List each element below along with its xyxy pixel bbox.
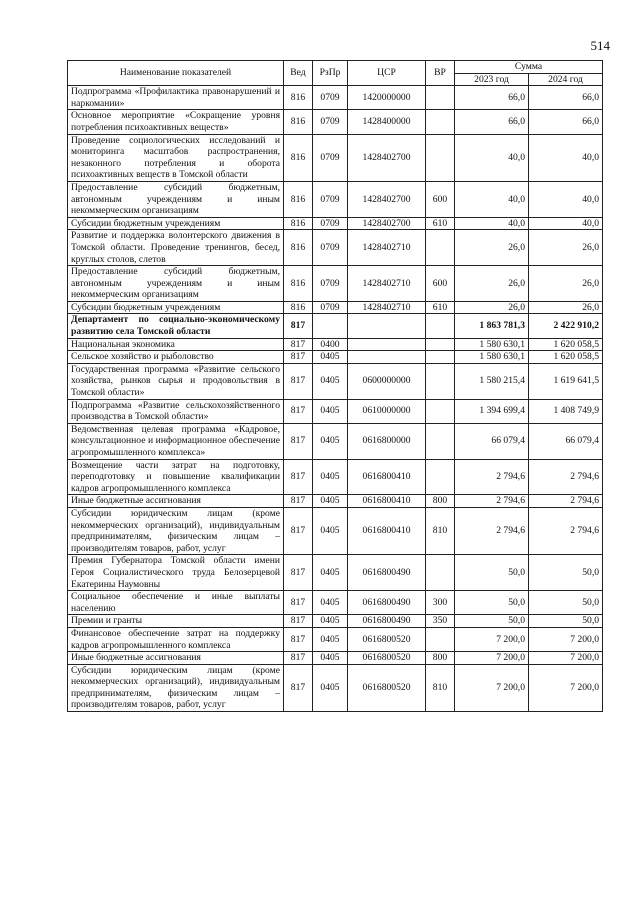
row-vr-cell: 800 — [426, 652, 455, 665]
row-vr-cell — [426, 399, 455, 423]
row-vr-cell — [426, 338, 455, 351]
table-row — [68, 134, 603, 181]
row-csr-cell: 1428402710 — [348, 230, 426, 266]
row-2023-cell: 1 580 215,4 — [455, 363, 529, 399]
header-sum: Сумма — [455, 61, 603, 74]
row-rzpr-cell: 0709 — [313, 110, 348, 134]
row-vr-cell — [426, 363, 455, 399]
row-name-cell: Возмещение части затрат на подготовку, переподготовку и повышение квалификации кадров агропромышленного комплекса — [68, 459, 284, 495]
row-2024-cell: 50,0 — [529, 555, 603, 591]
row-vr-cell — [426, 86, 455, 110]
row-rzpr-cell: 0405 — [313, 652, 348, 665]
row-csr-cell: 0616800520 — [348, 627, 426, 651]
row-2024-cell: 26,0 — [529, 230, 603, 266]
row-vr-cell: 810 — [426, 507, 455, 554]
row-2023-cell: 1 394 699,4 — [455, 399, 529, 423]
row-rzpr-cell: 0709 — [313, 86, 348, 110]
table-row — [68, 266, 603, 302]
row-vr-cell — [426, 459, 455, 495]
table-row — [68, 314, 603, 338]
row-2023-cell: 2 794,6 — [455, 459, 529, 495]
row-2023-cell: 2 794,6 — [455, 495, 529, 508]
row-2023-cell: 66,0 — [455, 86, 529, 110]
row-csr-cell: 0616800410 — [348, 495, 426, 508]
row-name-cell: Предоставление субсидий бюджетным, автономным учреждениям и иным некоммерческим организациям — [68, 181, 284, 217]
row-csr-cell: 1428400000 — [348, 110, 426, 134]
row-2024-cell: 1 408 749,9 — [529, 399, 603, 423]
table-row — [68, 181, 603, 217]
row-rzpr-cell: 0405 — [313, 507, 348, 554]
row-csr-cell: 0616800520 — [348, 652, 426, 665]
row-name-cell: Департамент по социально-экономическому развитию села Томской области — [68, 314, 284, 338]
row-vr-cell: 350 — [426, 615, 455, 628]
row-rzpr-cell: 0405 — [313, 495, 348, 508]
row-csr-cell: 0616800000 — [348, 423, 426, 459]
row-csr-cell: 1428402700 — [348, 134, 426, 181]
row-csr-cell: 0616800410 — [348, 459, 426, 495]
row-vr-cell: 800 — [426, 495, 455, 508]
table-row — [68, 652, 603, 665]
header-csr: ЦСР — [348, 61, 426, 86]
row-ved-cell: 816 — [284, 230, 313, 266]
table-header — [68, 61, 603, 86]
row-csr-cell: 0616800490 — [348, 591, 426, 615]
row-2023-cell: 1 580 630,1 — [455, 351, 529, 364]
header-ved: Вед — [284, 61, 313, 86]
row-ved-cell: 817 — [284, 314, 313, 338]
row-2023-cell: 7 200,0 — [455, 664, 529, 711]
row-2023-cell: 26,0 — [455, 266, 529, 302]
row-2024-cell: 2 794,6 — [529, 495, 603, 508]
row-vr-cell: 610 — [426, 217, 455, 230]
row-ved-cell: 817 — [284, 495, 313, 508]
row-rzpr-cell: 0405 — [313, 363, 348, 399]
row-vr-cell — [426, 230, 455, 266]
row-vr-cell — [426, 314, 455, 338]
row-ved-cell: 817 — [284, 591, 313, 615]
row-rzpr-cell: 0709 — [313, 134, 348, 181]
header-name: Наименование показателей — [68, 61, 284, 86]
row-2024-cell: 66,0 — [529, 86, 603, 110]
row-ved-cell: 817 — [284, 507, 313, 554]
table-row — [68, 338, 603, 351]
row-2024-cell: 1 620 058,5 — [529, 351, 603, 364]
table-row — [68, 507, 603, 554]
row-rzpr-cell: 0709 — [313, 230, 348, 266]
row-rzpr-cell: 0709 — [313, 266, 348, 302]
table-row — [68, 555, 603, 591]
row-ved-cell: 817 — [284, 459, 313, 495]
table-row — [68, 664, 603, 711]
table-row — [68, 591, 603, 615]
row-ved-cell: 817 — [284, 555, 313, 591]
row-ved-cell: 817 — [284, 615, 313, 628]
row-2024-cell: 40,0 — [529, 134, 603, 181]
budget-table — [67, 60, 603, 712]
row-ved-cell: 817 — [284, 399, 313, 423]
row-rzpr-cell: 0405 — [313, 664, 348, 711]
table-body — [68, 86, 603, 712]
row-vr-cell: 600 — [426, 266, 455, 302]
row-2024-cell: 2 794,6 — [529, 459, 603, 495]
row-vr-cell — [426, 134, 455, 181]
row-vr-cell — [426, 555, 455, 591]
table-row — [68, 110, 603, 134]
row-vr-cell: 600 — [426, 181, 455, 217]
row-rzpr-cell: 0405 — [313, 555, 348, 591]
row-name-cell: Иные бюджетные ассигнования — [68, 495, 284, 508]
row-rzpr-cell: 0405 — [313, 459, 348, 495]
table-row — [68, 230, 603, 266]
row-csr-cell: 0610000000 — [348, 399, 426, 423]
row-ved-cell: 816 — [284, 134, 313, 181]
row-vr-cell: 610 — [426, 301, 455, 314]
row-name-cell: Социальное обеспечение и иные выплаты населению — [68, 591, 284, 615]
row-ved-cell: 817 — [284, 338, 313, 351]
row-csr-cell: 1428402700 — [348, 181, 426, 217]
row-2024-cell: 7 200,0 — [529, 664, 603, 711]
row-vr-cell — [426, 423, 455, 459]
row-ved-cell: 817 — [284, 664, 313, 711]
row-2023-cell: 50,0 — [455, 591, 529, 615]
row-2024-cell: 66 079,4 — [529, 423, 603, 459]
row-csr-cell: 0616800490 — [348, 615, 426, 628]
row-csr-cell: 0616800490 — [348, 555, 426, 591]
row-2024-cell: 2 422 910,2 — [529, 314, 603, 338]
page-number: 514 — [590, 38, 610, 53]
row-rzpr-cell: 0405 — [313, 627, 348, 651]
row-name-cell: Субсидии бюджетным учреждениям — [68, 217, 284, 230]
row-vr-cell — [426, 110, 455, 134]
row-csr-cell — [348, 351, 426, 364]
row-name-cell: Подпрограмма «Развитие сельскохозяйственного производства в Томской области» — [68, 399, 284, 423]
row-rzpr-cell — [313, 314, 348, 338]
table-row — [68, 351, 603, 364]
row-2023-cell: 7 200,0 — [455, 627, 529, 651]
row-2023-cell: 66 079,4 — [455, 423, 529, 459]
row-csr-cell — [348, 338, 426, 351]
row-csr-cell: 0616800410 — [348, 507, 426, 554]
row-ved-cell: 817 — [284, 363, 313, 399]
row-name-cell: Развитие и поддержка волонтерского движения в Томской области. Проведение тренингов, бесед, круглых столов, слетов — [68, 230, 284, 266]
row-2023-cell: 1 863 781,3 — [455, 314, 529, 338]
row-name-cell: Премия Губернатора Томской области имени Героя Социалистического труда Белозерцевой Екатерины Наумовны — [68, 555, 284, 591]
row-rzpr-cell: 0405 — [313, 399, 348, 423]
row-2023-cell: 40,0 — [455, 134, 529, 181]
header-rzpr: РзПр — [313, 61, 348, 86]
row-ved-cell: 817 — [284, 652, 313, 665]
row-2024-cell: 2 794,6 — [529, 507, 603, 554]
row-ved-cell: 816 — [284, 181, 313, 217]
row-2024-cell: 40,0 — [529, 181, 603, 217]
row-ved-cell: 816 — [284, 301, 313, 314]
table-row — [68, 423, 603, 459]
row-ved-cell: 816 — [284, 110, 313, 134]
row-rzpr-cell: 0400 — [313, 338, 348, 351]
row-2023-cell: 40,0 — [455, 217, 529, 230]
table-row — [68, 217, 603, 230]
row-csr-cell: 1428402700 — [348, 217, 426, 230]
header-year-2024: 2024 год — [529, 73, 603, 86]
row-ved-cell: 816 — [284, 86, 313, 110]
row-2023-cell: 50,0 — [455, 555, 529, 591]
row-name-cell: Подпрограмма «Профилактика правонарушений и наркомании» — [68, 86, 284, 110]
row-csr-cell: 1428402710 — [348, 301, 426, 314]
table-row — [68, 459, 603, 495]
table-row — [68, 615, 603, 628]
row-name-cell: Субсидии юридическим лицам (кроме некоммерческих организаций), индивидуальным предпринимателям, физическим лицам – производителям товаров, работ, услуг — [68, 507, 284, 554]
row-2023-cell: 1 580 630,1 — [455, 338, 529, 351]
row-name-cell: Сельское хозяйство и рыболовство — [68, 351, 284, 364]
row-rzpr-cell: 0405 — [313, 591, 348, 615]
row-csr-cell: 1428402710 — [348, 266, 426, 302]
row-ved-cell: 817 — [284, 627, 313, 651]
row-ved-cell: 817 — [284, 423, 313, 459]
table-row — [68, 495, 603, 508]
row-2023-cell: 7 200,0 — [455, 652, 529, 665]
row-2024-cell: 1 619 641,5 — [529, 363, 603, 399]
row-name-cell: Субсидии юридическим лицам (кроме некоммерческих организаций), индивидуальным предпринимателям, физическим лицам – производителям товаров, работ, услуг — [68, 664, 284, 711]
row-name-cell: Национальная экономика — [68, 338, 284, 351]
row-2023-cell: 50,0 — [455, 615, 529, 628]
row-2024-cell: 26,0 — [529, 301, 603, 314]
row-vr-cell — [426, 627, 455, 651]
row-name-cell: Субсидии бюджетным учреждениям — [68, 301, 284, 314]
header-vr: ВР — [426, 61, 455, 86]
row-name-cell: Иные бюджетные ассигнования — [68, 652, 284, 665]
row-2024-cell: 7 200,0 — [529, 627, 603, 651]
row-2024-cell: 66,0 — [529, 110, 603, 134]
row-2024-cell: 50,0 — [529, 591, 603, 615]
row-rzpr-cell: 0709 — [313, 181, 348, 217]
table-row — [68, 363, 603, 399]
row-name-cell: Государственная программа «Развитие сельского хозяйства, рынков сырья и продовольствия в Томской области» — [68, 363, 284, 399]
row-ved-cell: 816 — [284, 266, 313, 302]
row-name-cell: Предоставление субсидий бюджетным, автономным учреждениям и иным некоммерческим организациям — [68, 266, 284, 302]
row-rzpr-cell: 0405 — [313, 423, 348, 459]
row-2023-cell: 40,0 — [455, 181, 529, 217]
row-csr-cell: 0600000000 — [348, 363, 426, 399]
row-2024-cell: 7 200,0 — [529, 652, 603, 665]
row-2023-cell: 26,0 — [455, 230, 529, 266]
row-2024-cell: 1 620 058,5 — [529, 338, 603, 351]
row-name-cell: Финансовое обеспечение затрат на поддержку кадров агропромышленного комплекса — [68, 627, 284, 651]
row-2024-cell: 26,0 — [529, 266, 603, 302]
row-csr-cell: 0616800520 — [348, 664, 426, 711]
row-2024-cell: 40,0 — [529, 217, 603, 230]
row-rzpr-cell: 0405 — [313, 615, 348, 628]
header-year-2023: 2023 год — [455, 73, 529, 86]
row-2023-cell: 66,0 — [455, 110, 529, 134]
table-row — [68, 399, 603, 423]
row-ved-cell: 817 — [284, 351, 313, 364]
row-name-cell: Премии и гранты — [68, 615, 284, 628]
row-name-cell: Проведение социологических исследований и мониторинга масштабов распространения, незаконного потребления и оборота психоактивных веществ в Томской области — [68, 134, 284, 181]
table-row — [68, 86, 603, 110]
row-vr-cell: 810 — [426, 664, 455, 711]
row-csr-cell: 1420000000 — [348, 86, 426, 110]
row-vr-cell: 300 — [426, 591, 455, 615]
row-2023-cell: 2 794,6 — [455, 507, 529, 554]
row-rzpr-cell: 0405 — [313, 351, 348, 364]
row-2023-cell: 26,0 — [455, 301, 529, 314]
row-rzpr-cell: 0709 — [313, 217, 348, 230]
row-ved-cell: 816 — [284, 217, 313, 230]
row-2024-cell: 50,0 — [529, 615, 603, 628]
row-name-cell: Ведомственная целевая программа «Кадровое, консультационное и информационное обеспечение агропромышленного комплекса» — [68, 423, 284, 459]
table-row — [68, 301, 603, 314]
row-csr-cell — [348, 314, 426, 338]
row-rzpr-cell: 0709 — [313, 301, 348, 314]
row-name-cell: Основное мероприятие «Сокращение уровня потребления психоактивных веществ» — [68, 110, 284, 134]
table-row — [68, 627, 603, 651]
row-vr-cell — [426, 351, 455, 364]
